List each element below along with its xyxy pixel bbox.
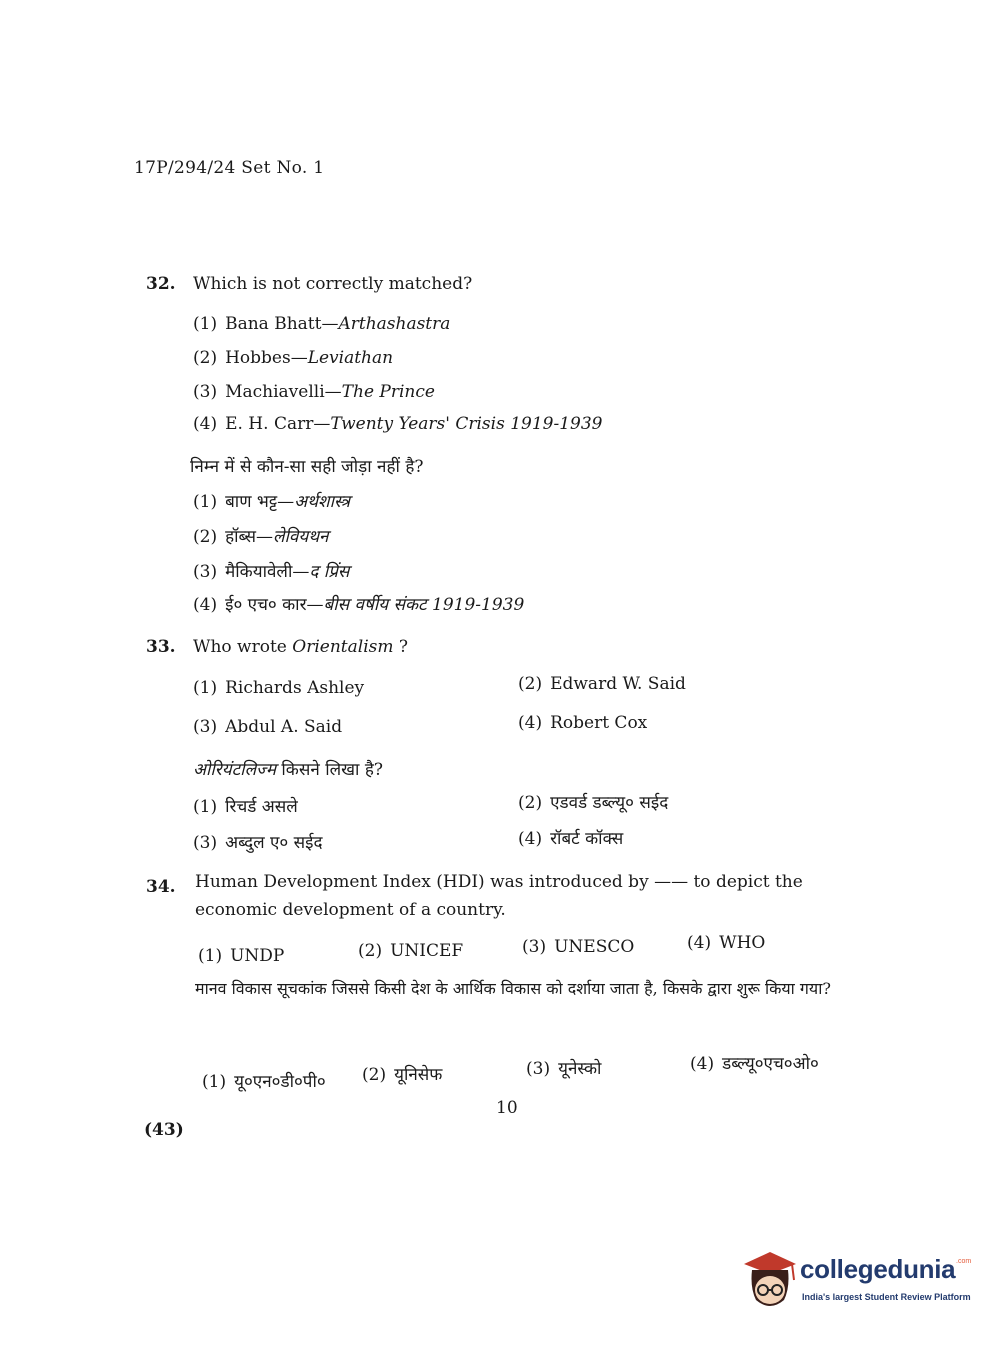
- q34-hindi-option-4: [690, 1051, 819, 1074]
- option-text: यू०एन०डी०पी०: [234, 1072, 326, 1092]
- q33-hindi-option-2: [518, 790, 668, 813]
- paper-header: 17P/294/24 Set No. 1: [134, 158, 325, 178]
- option-number: (2): [358, 941, 383, 961]
- option-number: (3): [193, 562, 218, 582]
- question-text-title: Orientalism: [292, 637, 394, 657]
- option-work: अर्थशास्त्र: [294, 492, 350, 512]
- question-text-title: ओरियंटलिज्म: [193, 760, 276, 780]
- q34-hindi-option-1: [202, 1069, 326, 1092]
- option-number: (3): [522, 937, 547, 957]
- logo-tagline: India's largest Student Review Platform: [802, 1292, 971, 1302]
- q34-hindi-option-2: [362, 1062, 442, 1085]
- option-text: UNDP: [230, 946, 285, 966]
- option-number: (1): [202, 1072, 227, 1092]
- q33-hindi-option-1: [193, 794, 298, 817]
- q32-option-1: [193, 314, 450, 334]
- option-text: UNICEF: [390, 941, 464, 961]
- q33-option-3: [193, 717, 342, 737]
- q34-option-3: [522, 937, 634, 957]
- option-number: (2): [193, 527, 218, 547]
- option-number: (1): [193, 797, 218, 817]
- option-work: Leviathan: [307, 348, 394, 368]
- q32-option-3: [193, 382, 435, 402]
- option-author: ई० एच० कार—: [225, 595, 324, 615]
- question-32-number: 32.: [146, 274, 176, 294]
- option-number: (1): [193, 678, 218, 698]
- option-text: रॉबर्ट कॉक्स: [550, 829, 624, 849]
- question-34-text: Human Development Index (HDI) was introduced by —— to depict the economic development of a country.: [195, 872, 803, 920]
- question-33-text: [193, 637, 408, 657]
- option-number: (4): [193, 414, 218, 434]
- q32-option-4: [193, 414, 602, 434]
- option-text: एडवर्ड डब्ल्यू० सईद: [550, 793, 669, 813]
- collegedunia-logo[interactable]: [742, 1248, 972, 1318]
- q34-option-2: [358, 941, 463, 961]
- q32-hindi-option-1: [193, 489, 350, 512]
- option-text: रिचर्ड असले: [225, 797, 298, 817]
- mascot-icon: [742, 1248, 798, 1316]
- option-author: Bana Bhatt—: [225, 314, 339, 334]
- q33-option-1: [193, 678, 364, 698]
- question-33-number: 33.: [146, 637, 176, 657]
- option-number: (3): [193, 833, 218, 853]
- option-number: (2): [518, 793, 543, 813]
- option-number: (4): [193, 595, 218, 615]
- option-number: (2): [518, 674, 543, 694]
- option-number: (2): [362, 1065, 387, 1085]
- option-work: लेवियथन: [272, 527, 329, 547]
- option-text: अब्दुल ए० सईद: [225, 833, 323, 853]
- question-32-text: Which is not correctly matched?: [193, 274, 473, 294]
- paper-code: (43): [144, 1120, 184, 1140]
- option-number: (1): [193, 314, 218, 334]
- option-number: (1): [193, 492, 218, 512]
- q32-option-2: [193, 348, 393, 368]
- option-author: बाण भट्ट—: [225, 492, 295, 512]
- option-author: Hobbes—: [225, 348, 308, 368]
- option-number: (4): [518, 829, 543, 849]
- logo-wordmark: collegedunia: [800, 1254, 956, 1284]
- q34-hindi-option-3: [526, 1056, 601, 1079]
- q32-hindi-option-4: [193, 592, 524, 615]
- option-number: (4): [690, 1054, 715, 1074]
- option-work: द प्रिंस: [309, 562, 350, 582]
- q33-hindi-text: [193, 757, 383, 780]
- option-number: (4): [687, 933, 712, 953]
- option-work: बीस वर्षीय संकट 1919-1939: [323, 595, 525, 615]
- option-number: (2): [193, 348, 218, 368]
- page-number: 10: [496, 1098, 518, 1118]
- option-author: मैकियावेली—: [225, 562, 310, 582]
- q32-hindi-option-2: [193, 524, 329, 547]
- option-work: Arthashastra: [338, 314, 451, 334]
- q32-hindi-text: निम्न में से कौन-सा सही जोड़ा नहीं है?: [190, 457, 424, 477]
- option-text: Edward W. Said: [550, 674, 686, 694]
- q33-option-4: [518, 713, 647, 733]
- option-work: The Prince: [341, 382, 435, 402]
- q33-hindi-option-4: [518, 826, 623, 849]
- q34-option-1: [198, 946, 284, 966]
- logo-domain: .com: [956, 1258, 972, 1265]
- option-text: Robert Cox: [550, 713, 648, 733]
- option-number: (3): [193, 717, 218, 737]
- q34-hindi-text: मानव विकास सूचकांक जिससे किसी देश के आर्थिक विकास को दर्शाया जाता है, किसके द्वारा शुरू किया गया?: [195, 979, 831, 998]
- question-text-part: किसने लिखा है?: [276, 760, 383, 780]
- option-work: Twenty Years' Crisis 1919-1939: [330, 414, 603, 434]
- option-number: (4): [518, 713, 543, 733]
- q32-hindi-option-3: [193, 559, 349, 582]
- option-number: (3): [193, 382, 218, 402]
- option-text: यूनिसेफ: [394, 1065, 443, 1085]
- question-34-number: 34.: [146, 877, 176, 897]
- option-author: Machiavelli—: [225, 382, 342, 402]
- q33-hindi-option-3: [193, 830, 323, 853]
- option-text: डब्ल्यू०एच०ओ०: [722, 1054, 819, 1074]
- q34-option-4: [687, 933, 765, 953]
- question-text-part: ?: [393, 637, 409, 657]
- option-text: Abdul A. Said: [225, 717, 343, 737]
- question-text-part: Who wrote: [193, 637, 293, 657]
- option-number: (3): [526, 1059, 551, 1079]
- option-text: Richards Ashley: [225, 678, 365, 698]
- option-number: (1): [198, 946, 223, 966]
- option-author: हॉब्स—: [225, 527, 273, 547]
- option-author: E. H. Carr—: [225, 414, 331, 434]
- option-text: यूनेस्को: [558, 1059, 602, 1079]
- option-text: UNESCO: [554, 937, 635, 957]
- option-text: WHO: [719, 933, 766, 953]
- q33-option-2: [518, 674, 686, 694]
